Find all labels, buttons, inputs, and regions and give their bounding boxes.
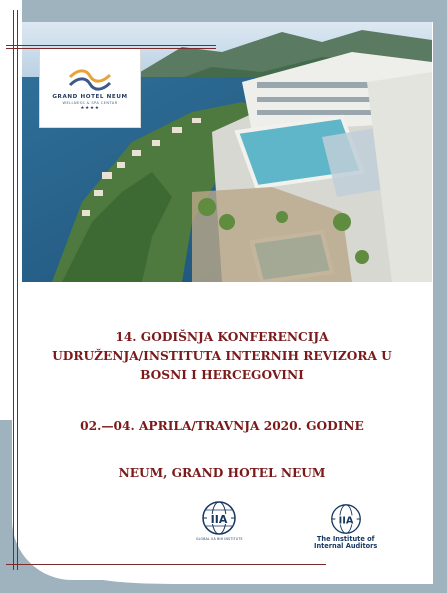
frame-top: [22, 0, 447, 22]
hotel-logo-name: GRAND HOTEL NEUM: [52, 94, 128, 100]
conference-dates: 02.—04. APRILA/TRAVNJA 2020. GODINE: [80, 419, 364, 433]
decorative-rule: [6, 564, 326, 565]
conference-title-line: BOSNI I HERCEGOVINI: [140, 368, 304, 382]
iia-globe-icon: [201, 500, 237, 536]
decorative-rule: [17, 10, 18, 570]
decorative-rule: [6, 45, 216, 46]
hotel-logo-subtitle: WELLNESS & SPA CENTAR: [62, 101, 118, 105]
iia-institute-caption: [314, 536, 377, 550]
frame-right: [433, 0, 447, 593]
decorative-rule: [13, 10, 14, 570]
iia-globe-icon: [330, 503, 362, 535]
frame-bottom: [0, 585, 447, 593]
hotel-logo-stars: ★★★★: [80, 106, 100, 111]
svg-text:IIA: IIA: [338, 515, 354, 527]
conference-title: [22, 328, 422, 385]
iia-institute-line: The Institute of: [316, 535, 375, 543]
svg-text:IIA: IIA: [210, 513, 228, 526]
decorative-rule: [6, 48, 216, 49]
iia-global-logo: [196, 500, 243, 541]
hotel-wave-icon: [68, 69, 112, 91]
conference-location: NEUM, GRAND HOTEL NEUM: [118, 466, 326, 480]
conference-title-line: UDRUŽENJA/INSTITUTA INTERNIH REVIZORA U: [52, 349, 392, 363]
iia-institute-line: Internal Auditors: [314, 542, 378, 551]
iia-global-caption: GLOBAL IIA BIH INSTITUTE: [196, 537, 243, 541]
conference-title-line: 14. GODIŠNJA KONFERENCIJA: [115, 330, 329, 344]
grand-hotel-neum-logo: [39, 48, 141, 128]
iia-institute-logo: [314, 503, 377, 550]
